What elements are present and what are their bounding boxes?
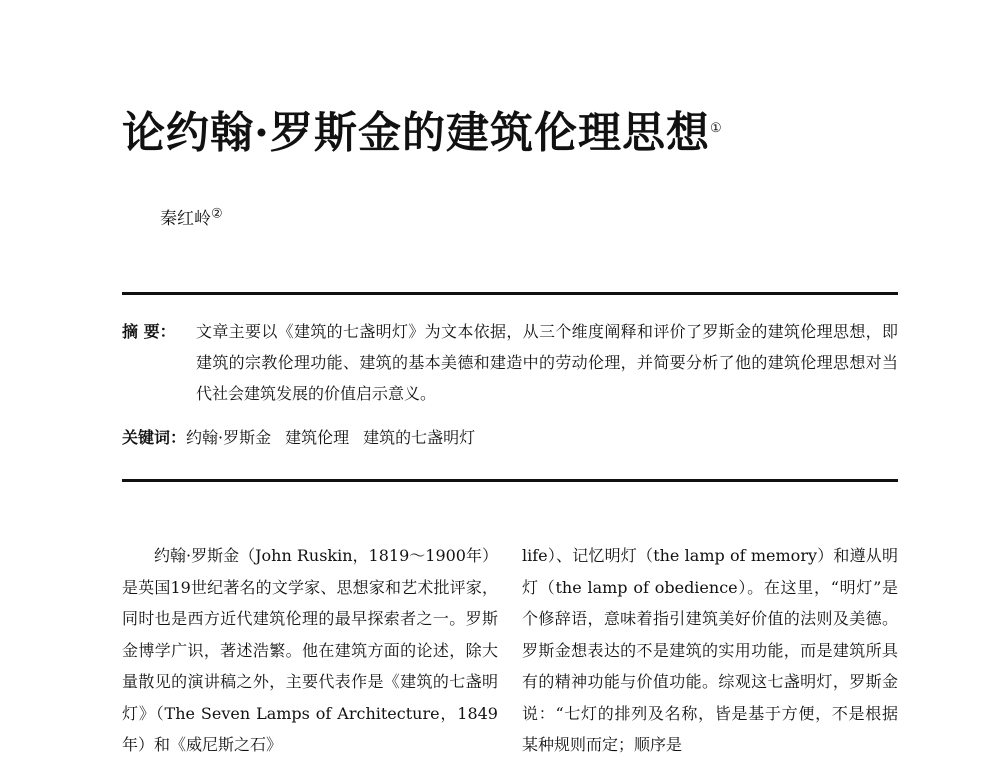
keyword-item: 约翰·罗斯金 — [186, 428, 272, 447]
bottom-rule — [122, 479, 898, 482]
author-name: 秦红岭② — [160, 206, 223, 229]
keyword-item: 建筑的七盏明灯 — [363, 428, 476, 447]
keywords-block — [122, 424, 898, 452]
author-footnote-mark: ② — [211, 206, 223, 222]
top-rule — [122, 292, 898, 295]
paper-title: 论约翰·罗斯金的建筑伦理思想① — [122, 108, 723, 159]
body-column-right: life）、记忆明灯（the lamp of memory）和遵从明灯（the lamp of obedience）。在这里，“明灯”是个修辞语，意味着指引建筑美好价值的法则及美德。罗斯金想表达的不是建筑的实用功能，而是建筑所具有的精神功能与价值功能。综观这七盏明灯，罗斯金说：“七灯的排列及名称，皆是基于方便，不是根据某种规则而定；顺序是 — [522, 546, 898, 754]
title-footnote-mark: ① — [709, 121, 723, 136]
abstract-block — [122, 316, 898, 409]
abstract-text: 文章主要以《建筑的七盏明灯》为文本依据，从三个维度阐释和评价了罗斯金的建筑伦理思想，即建筑的宗教伦理功能、建筑的基本美德和建造中的劳动伦理，并简要分析了他的建筑伦理思想对当代社会建筑发展的价值启示意义。 — [196, 322, 898, 403]
body-column-left: 约翰·罗斯金（John Ruskin，1819～1900年）是英国19世纪著名的文学家、思想家和艺术批评家，同时也是西方近代建筑伦理的最早探索者之一。罗斯金博学广识，著述浩繁。他在建筑方面的论述，除大量散见的演讲稿之外，主要代表作是《建筑的七盏明灯》（The Seven Lamps of Architecture，1849年）和《威尼斯之石》 — [122, 546, 498, 754]
keyword-item: 建筑伦理 — [285, 428, 350, 447]
keywords-label: 关键词： — [122, 428, 187, 447]
abstract-label: 摘 要： — [122, 322, 176, 341]
